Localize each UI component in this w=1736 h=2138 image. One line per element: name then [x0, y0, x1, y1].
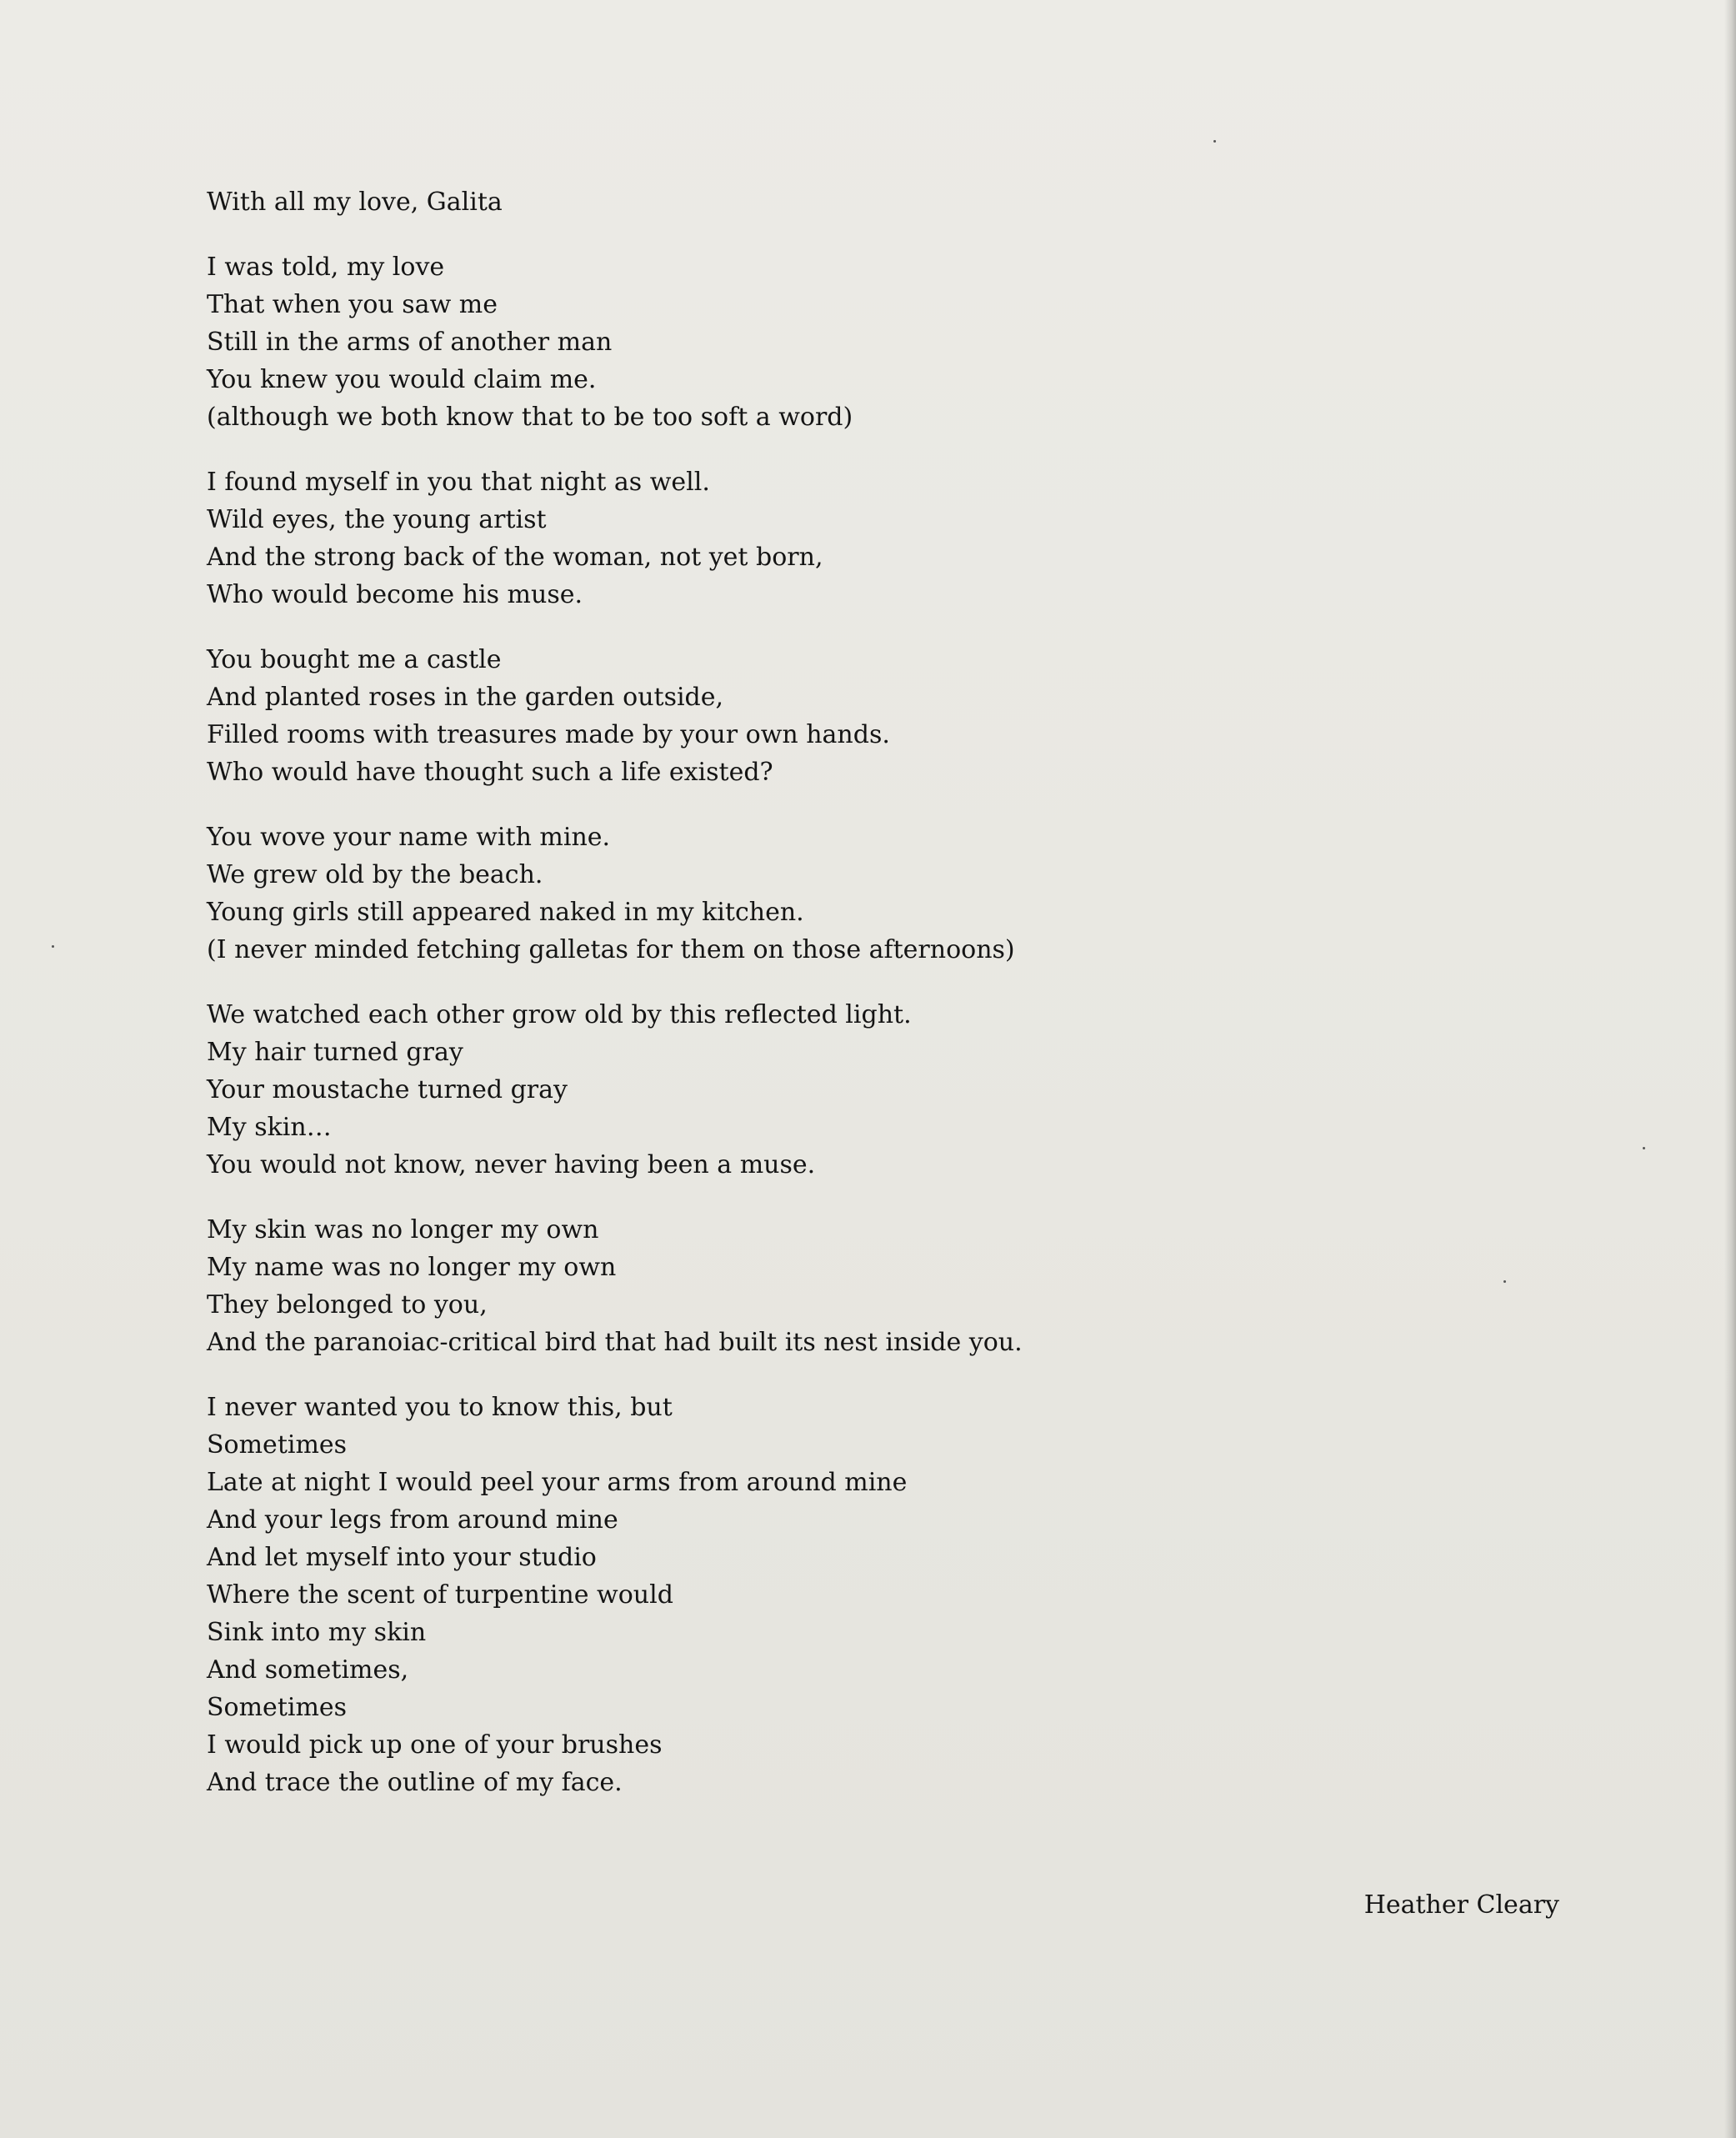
- poem-line: I found myself in you that night as well.: [207, 468, 710, 497]
- poem-author: Heather Cleary: [1363, 1890, 1559, 1920]
- poem-line: They belonged to you,: [207, 1290, 488, 1319]
- poem-line: You wove your name with mine.: [207, 823, 611, 852]
- scan-speck: [1643, 1147, 1645, 1149]
- poem-line: Sometimes: [207, 1693, 348, 1722]
- poem-line: And your legs from around mine: [207, 1505, 618, 1535]
- poem-line: And let myself into your studio: [207, 1543, 597, 1572]
- poem-line: My name was no longer my own: [207, 1253, 617, 1282]
- poem-line: And sometimes,: [207, 1655, 409, 1685]
- poem-line: Who would have thought such a life existed?: [207, 758, 773, 787]
- scan-speck: [52, 945, 54, 948]
- page-edge-shadow: [1724, 0, 1736, 2138]
- poem-line: (I never minded fetching galletas for them on those afternoons): [207, 935, 1015, 964]
- poem-line: Where the scent of turpentine would: [207, 1580, 673, 1610]
- stanza-5: [207, 996, 1573, 1184]
- poem-line: I was told, my love: [207, 253, 445, 282]
- poem-line: Filled rooms with treasures made by your own hands.: [207, 720, 890, 749]
- stanza-7: [207, 1389, 1573, 1801]
- poem-line: And the paranoiac-critical bird that had built its nest inside you.: [207, 1328, 1023, 1357]
- poem-line: I would pick up one of your brushes: [207, 1730, 663, 1760]
- poem-line: We grew old by the beach.: [207, 860, 543, 889]
- poem-line: Wild eyes, the young artist: [207, 505, 547, 534]
- stanza-2: [207, 463, 1573, 613]
- poem-line: That when you saw me: [207, 290, 498, 319]
- poem-line: And the strong back of the woman, not yet born,: [207, 543, 823, 572]
- poem-line: And trace the outline of my face.: [207, 1768, 623, 1797]
- poem-line: Your moustache turned gray: [207, 1075, 568, 1104]
- poem-line: My skin…: [207, 1113, 332, 1142]
- poem-line: My skin was no longer my own: [207, 1215, 599, 1244]
- poem-line: Sometimes: [207, 1430, 348, 1460]
- poem-line: Who would become his muse.: [207, 580, 583, 609]
- poem-line: Still in the arms of another man: [207, 328, 613, 357]
- poem: [207, 183, 1573, 1829]
- poem-line: I never wanted you to know this, but: [207, 1393, 673, 1422]
- scan-speck: [1503, 1280, 1506, 1283]
- poem-line: (although we both know that to be too soft a word): [207, 403, 853, 432]
- poem-line: We watched each other grow old by this reflected light.: [207, 1000, 912, 1029]
- stanza-6: [207, 1211, 1573, 1361]
- poem-line: Sink into my skin: [207, 1618, 427, 1647]
- poem-line: My hair turned gray: [207, 1038, 463, 1067]
- poem-line: You would not know, never having been a muse.: [207, 1150, 816, 1179]
- stanza-1: [207, 248, 1573, 436]
- poem-line: You knew you would claim me.: [207, 365, 597, 394]
- poem-line: Late at night I would peel your arms from around mine: [207, 1468, 908, 1497]
- poem-title: With all my love, Galita: [207, 188, 503, 217]
- stanza-4: [207, 819, 1573, 969]
- scan-speck: [1213, 140, 1216, 143]
- poem-line: And planted roses in the garden outside,: [207, 683, 724, 712]
- stanza-3: [207, 641, 1573, 791]
- poem-line: You bought me a castle: [207, 645, 502, 674]
- poem-line: Young girls still appeared naked in my kitchen.: [207, 898, 804, 927]
